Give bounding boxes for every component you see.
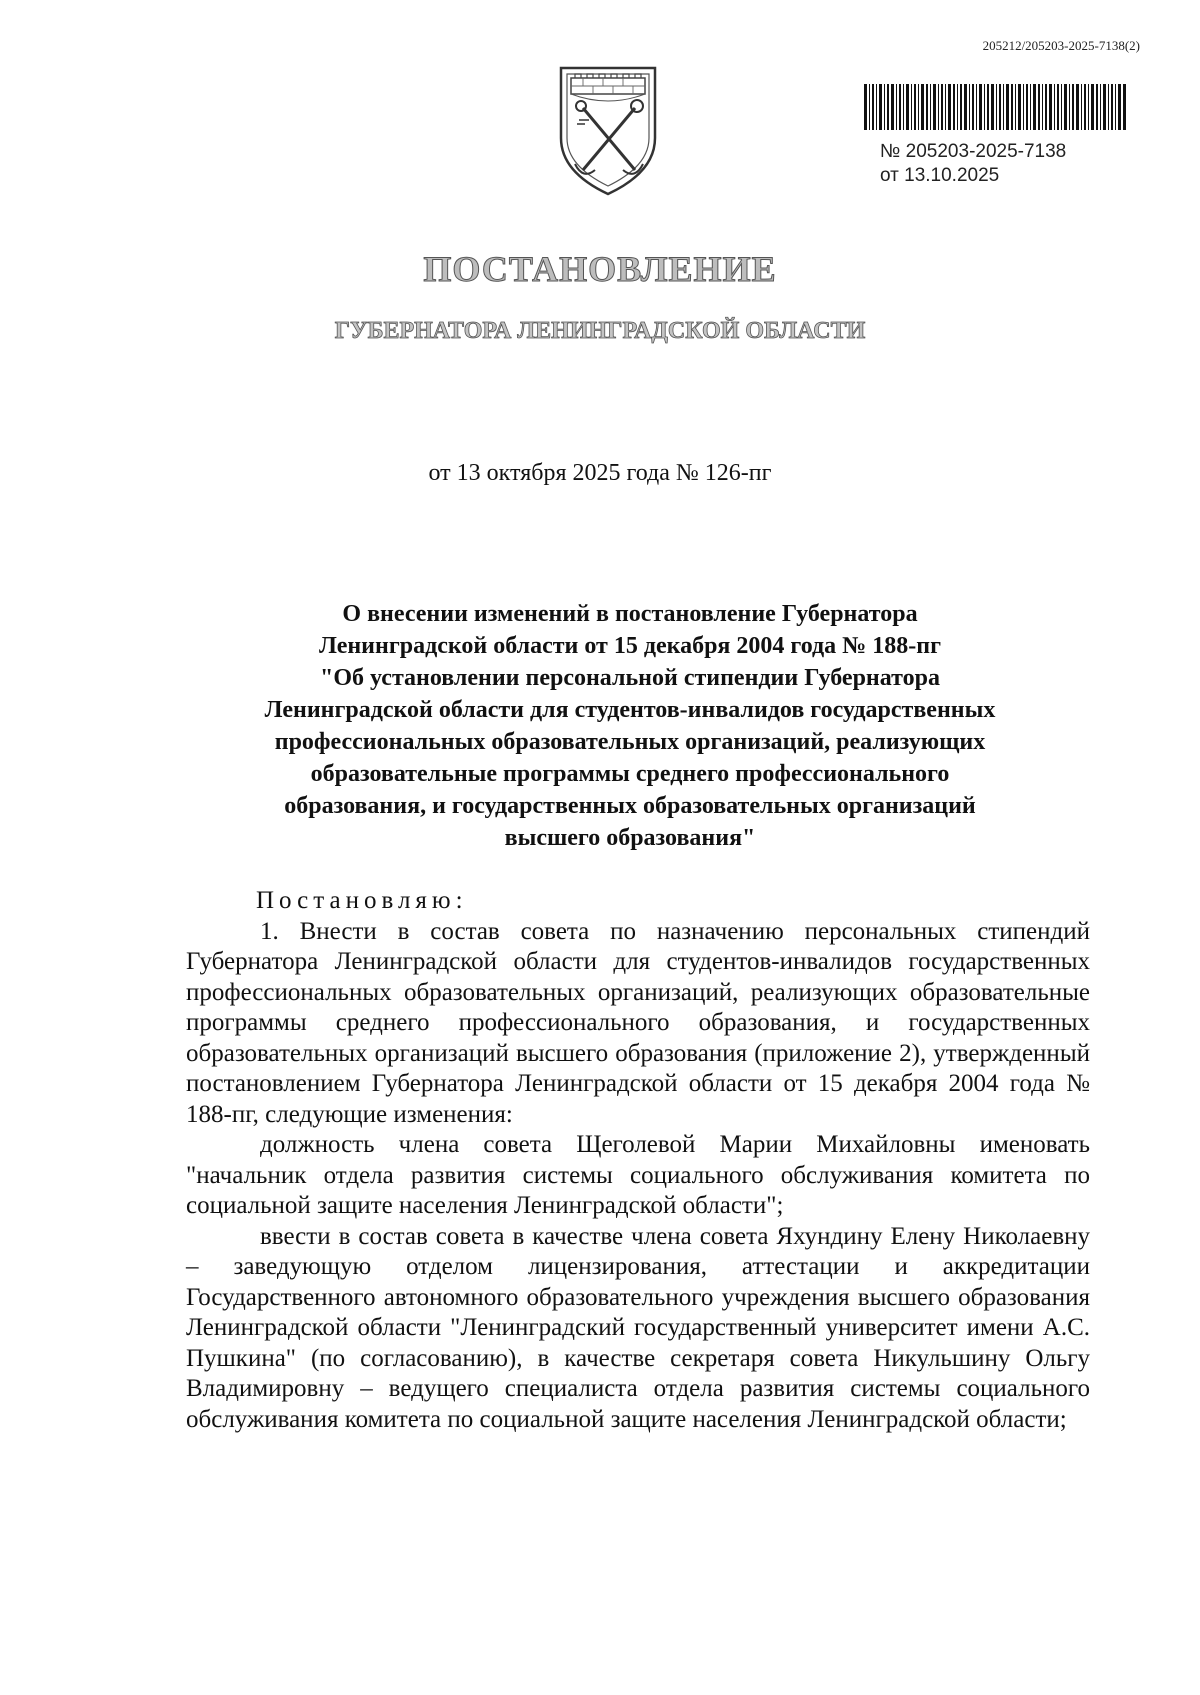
document-issuer: ГУБЕРНАТОРА ЛЕНИНГРАДСКОЙ ОБЛАСТИ [334, 318, 866, 344]
document-title [170, 598, 1090, 854]
registration-number: № 205203-2025-7138 [880, 141, 1067, 162]
coat-of-arms-icon [553, 60, 663, 200]
title-line: Ленинградской области от 15 декабря 2004 года № 188-пг [318, 633, 942, 659]
document-code: 205212/205203-2025-7138(2) [982, 38, 1140, 53]
barcode-icon [864, 84, 1126, 130]
paragraph: должность члена совета Щеголевой Марии Михайловны именовать "начальник отдела развития системы социального обслуживания комитета по социальной защите населения Ленинградской области"; [186, 1131, 1090, 1219]
paragraph: ввести в состав совета в качестве члена совета Яхундину Елену Николаевну – заведующую отделом лицензирования, аттестации и аккредитации Государственного автономного образовательного учреждения высшего образования Ленинградской области "Ленинградский государственный университет имени А.С. Пушкина" (по согласованию), в качестве секретаря совета Никульшину Ольгу Владимировну – ведущего специалиста отдела развития системы социального обслуживания комитета по социальной защите населения Ленинградской области; [186, 1222, 1090, 1433]
title-line: "Об установлении персональной стипендии Губернатора [320, 665, 940, 691]
decree-word: Постановляю: [256, 887, 468, 914]
title-line: Ленинградской области для студентов-инвалидов государственных [264, 697, 996, 723]
title-line: образования, и государственных образовательных организаций [284, 793, 976, 819]
registration-block [880, 140, 1066, 188]
document-kind: ПОСТАНОВЛЕНИЕ [423, 249, 777, 289]
title-line: высшего образования" [504, 825, 756, 851]
title-line: образовательные программы среднего профессионального [310, 761, 950, 787]
registration-date: от 13.10.2025 [880, 165, 1000, 186]
title-line: О внесении изменений в постановление Губернатора [342, 601, 918, 627]
document-body [186, 886, 1090, 1435]
document-date-number: от 13 октября 2025 года № 126-пг [428, 460, 772, 486]
paragraph: 1. Внести в состав совета по назначению персональных стипендий Губернатора Ленинградской области для студентов-инвалидов государственных профессиональных образовательных организаций, реализующих образовательные программы среднего профессионального образования, и государственных образовательных организаций высшего образования (приложение 2), утвержденный постановлением Губернатора Ленинградской области от 15 декабря 2004 года № 188-пг, следующие изменения: [186, 917, 1090, 1128]
title-line: профессиональных образовательных организаций, реализующих [274, 729, 986, 755]
